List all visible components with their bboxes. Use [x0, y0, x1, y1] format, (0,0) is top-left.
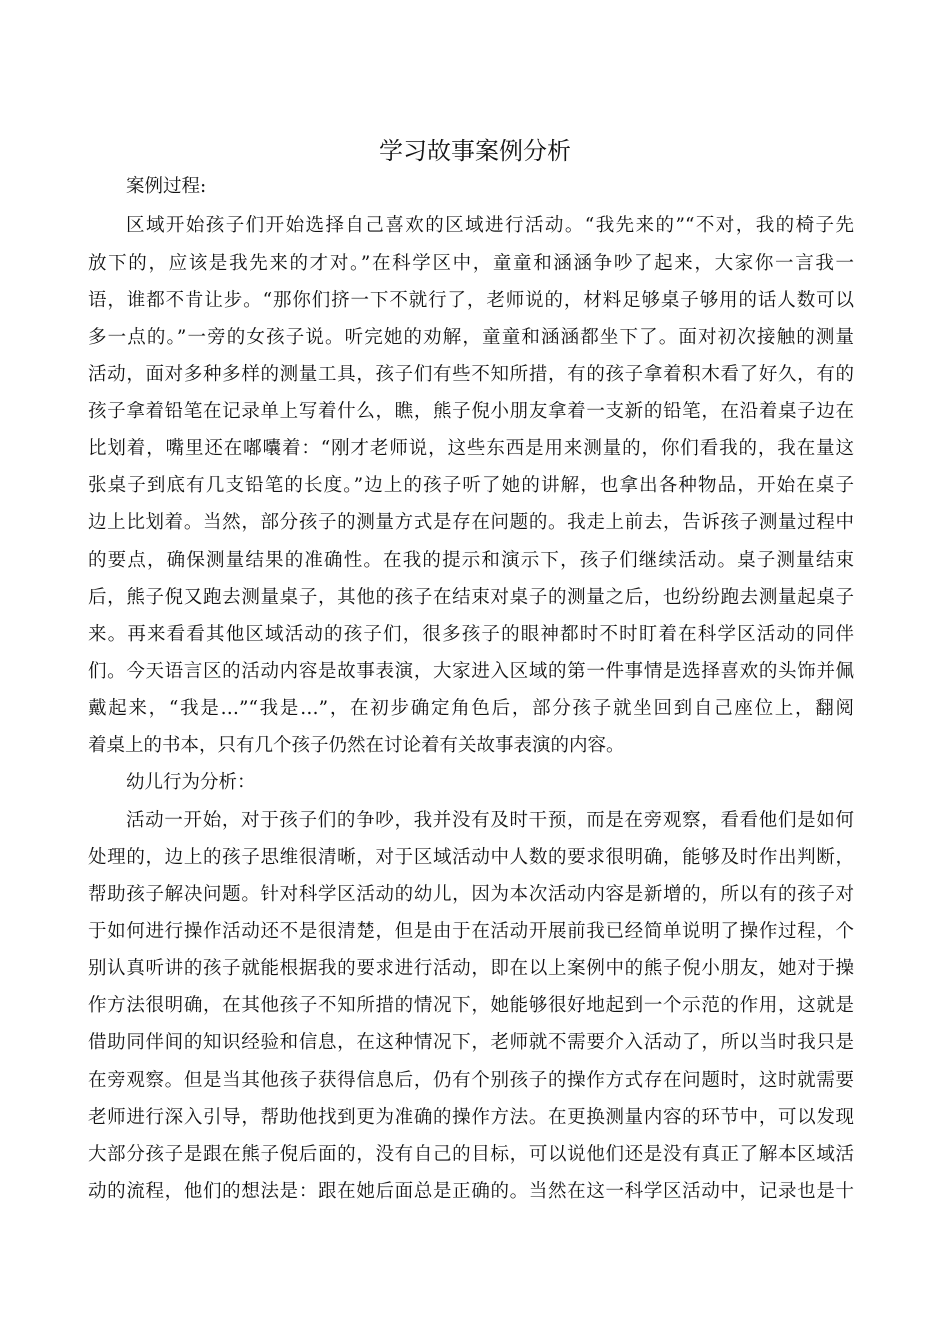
paragraph-line: 动的流程，他们的想法是：跟在她后面总是正确的。当然在这一科学区活动中，记录也是十: [88, 1181, 854, 1202]
paragraph-line: 于如何进行操作活动还不是很清楚，但是由于在活动开展前我已经简单说明了操作过程，个: [88, 921, 854, 942]
paragraph-line: 张桌子到底有几支铅笔的长度。”边上的孩子听了她的讲解，也拿出各种物品，开始在桌子: [88, 475, 854, 496]
paragraph-line: 多一点的。”一旁的女孩子说。听完她的劝解，童童和涵涵都坐下了。面对初次接触的测量: [88, 327, 854, 348]
paragraph-line: 在旁观察。但是当其他孩子获得信息后，仍有个别孩子的操作方式存在问题时，这时就需要: [88, 1070, 854, 1091]
paragraph-line: 活动一开始，对于孩子们的争吵，我并没有及时干预，而是在旁观察，看看他们是如何: [126, 810, 854, 831]
paragraph-line: 着桌上的书本，只有几个孩子仍然在讨论着有关故事表演的内容。: [88, 735, 625, 756]
section-heading-behavior-analysis: 幼儿行为分析：: [126, 772, 256, 793]
paragraph-line: 借助同伴间的知识经验和信息，在这种情况下，老师就不需要介入活动了，所以当时我只是: [88, 1032, 854, 1053]
paragraph-line: 放下的，应该是我先来的才对。”在科学区中，童童和涵涵争吵了起来，大家你一言我一: [88, 253, 854, 274]
paragraph-line: 大部分孩子是跟在熊子倪后面的，没有自己的目标，可以说他们还是没有真正了解本区域活: [88, 1144, 854, 1165]
paragraph-line: 帮助孩子解决问题。针对科学区活动的幼儿，因为本次活动内容是新增的，所以有的孩子对: [88, 884, 854, 905]
paragraph-line: 戴起来，“我是…”“我是…”，在初步确定角色后，部分孩子就坐回到自己座位上，翻阅: [88, 698, 854, 719]
paragraph-line: 们。今天语言区的活动内容是故事表演，大家进入区域的第一件事情是选择喜欢的头饰并佩: [88, 661, 854, 682]
paragraph-line: 来。再来看看其他区域活动的孩子们，很多孩子的眼神都时不时盯着在科学区活动的同伴: [88, 624, 854, 645]
paragraph-line: 处理的，边上的孩子思维很清晰，对于区域活动中人数的要求很明确，能够及时作出判断，: [88, 847, 854, 868]
document-title: 学习故事案例分析: [379, 137, 571, 165]
paragraph-line: 比划着，嘴里还在嘟囔着：“刚才老师说，这些东西是用来测量的，你们看我的，我在量这: [88, 438, 854, 459]
paragraph-line: 孩子拿着铅笔在记录单上写着什么，瞧，熊子倪小朋友拿着一支新的铅笔，在沿着桌子边在: [88, 401, 854, 422]
paragraph-line: 的要点，确保测量结果的准确性。在我的提示和演示下，孩子们继续活动。桌子测量结束: [88, 550, 854, 571]
section-heading-case-process: 案例过程:: [126, 176, 207, 197]
paragraph-line: 别认真听讲的孩子就能根据我的要求进行活动，即在以上案例中的熊子倪小朋友，她对于操: [88, 958, 854, 979]
paragraph-line: 作方法很明确，在其他孩子不知所措的情况下，她能够很好地起到一个示范的作用，这就是: [88, 995, 854, 1016]
paragraph-line: 区域开始孩子们开始选择自己喜欢的区域进行活动。“我先来的”“不对，我的椅子先: [126, 215, 854, 236]
paragraph-line: 老师进行深入引导，帮助他找到更为准确的操作方法。在更换测量内容的环节中，可以发现: [88, 1107, 854, 1128]
paragraph-line: 边上比划着。当然，部分孩子的测量方式是存在问题的。我走上前去，告诉孩子测量过程中: [88, 512, 854, 533]
paragraph-line: 语，谁都不肯让步。“那你们挤一下不就行了，老师说的，材料足够桌子够用的话人数可以: [88, 290, 854, 311]
paragraph-line: 后，熊子倪又跑去测量桌子，其他的孩子在结束对桌子的测量之后，也纷纷跑去测量起桌子: [88, 587, 854, 608]
paragraph-line: 活动，面对多种多样的测量工具，孩子们有些不知所措，有的孩子拿着积木看了好久，有的: [88, 364, 854, 385]
